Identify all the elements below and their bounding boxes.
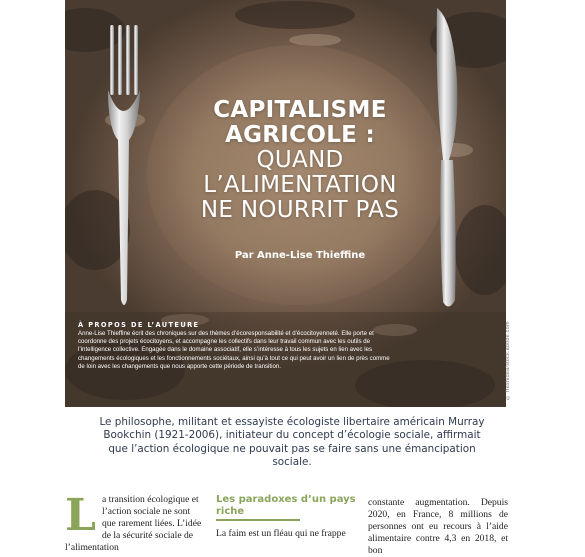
photo-credit: © freshidea/stock.adobe.com <box>505 321 511 400</box>
title-line-4: L’ALIMENTATION <box>203 172 397 198</box>
about-author-box <box>78 321 398 371</box>
column-2-text: La faim est un fléau qui ne frappe <box>216 528 346 539</box>
column-1-text: a transition écologique et l’action sociale ne sont que rarement liées. L’idée de la sécurité sociale de l’alimentation <box>65 494 202 553</box>
section-subheading: Les paradoxes d’un pays riche <box>216 494 356 517</box>
title-line-5: NE NOURRIT PAS <box>200 197 400 223</box>
column-3: constante augmentation. Depuis 2020, en France, 8 millions de personnes ont eu recours à l’aide alimentaire contre 4,3 en 2018, et bon <box>368 497 508 556</box>
byline: Par Anne-Lise Thieffine <box>234 250 366 261</box>
column-2 <box>216 494 356 540</box>
about-author-text: Anne-Lise Thieffine écrit des chroniques sur des thèmes d’écoresponsabilité et d’écocitoyenneté. Elle porte et coordonne des projets écocitoyens, et accompagne les collectifs dans leur travail commun avec les outils de l’intelligence collective. Engagée dans le domaine associatif, elle s’intéresse à tous les sujets en lien avec les changements écologiques et les fonctionnements sociétaux, ainsi qu’à tout ce qui peut avoir un lien de près comme de loin avec les changements que nous apporte cette période de transition. <box>78 330 390 370</box>
intro-paragraph: Le philosophe, militant et essayiste écologiste libertaire américain Murray Bookchin (1921-2006), initiateur du concept d’écologie sociale, affirmait que l’action écologique ne pouvait pas se faire sans une émancipation sociale. <box>99 416 485 468</box>
title-line-2: AGRICOLE : <box>225 122 375 148</box>
hero-photo <box>65 0 506 407</box>
title-line-1: CAPITALISME <box>213 97 387 123</box>
about-author-heading: À PROPOS DE L’AUTEURE <box>78 321 200 329</box>
article-title <box>150 98 450 223</box>
title-line-3: QUAND <box>256 147 344 173</box>
column-1 <box>65 490 205 554</box>
subheading-underline <box>216 519 300 521</box>
drop-cap: L <box>65 490 96 541</box>
